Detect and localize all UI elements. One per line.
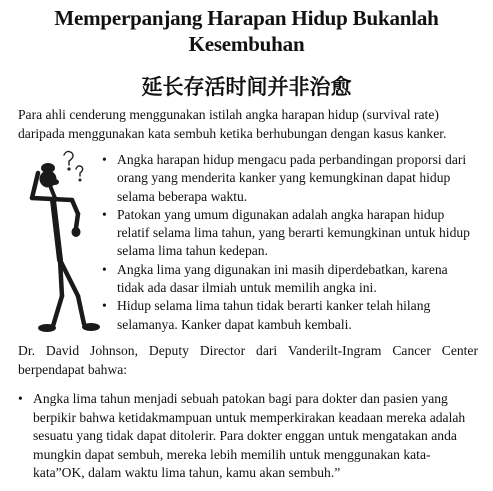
list-item-text: Hidup selama lima tahun tidak berarti kanker telah hilang selamanya. Kanker dapat kambuh kembali. xyxy=(117,298,431,332)
list-item-text: Patokan yang umum digunakan adalah angka harapan hidup relatif selama lima tahun, yang berarti kemungkinan untuk hidup selama lima tahun kedepan. xyxy=(117,206,470,259)
thinking-stick-figure-icon xyxy=(26,146,110,336)
bullet-marker: • xyxy=(18,391,23,406)
list-item xyxy=(102,151,478,206)
list-item-text: Angka harapan hidup mengacu pada perbandingan proporsi dari orang yang menderita kanker yang kemungkinan dapat hidup selama beberapa waktu. xyxy=(117,152,467,204)
survival-rate-bullet-list xyxy=(102,151,478,334)
page-title: Memperpanjang Harapan Hidup Bukanlah Kesembuhan xyxy=(54,6,439,56)
johnson-quote-list xyxy=(18,390,480,483)
chinese-title: 延长存活时间并非治愈 xyxy=(141,75,352,99)
bullet-marker: • xyxy=(102,206,107,222)
list-item xyxy=(102,206,478,261)
johnson-attribution: Dr. David Johnson, Deputy Director dari Vanderilt-Ingram Cancer Center berpendapat bahwa: xyxy=(18,343,478,377)
list-item-text: Angka lima yang digunakan ini masih diperdebatkan, karena tidak ada dasar ilmiah untuk memilih angka ini. xyxy=(117,261,448,296)
list-item xyxy=(102,261,478,298)
intro-paragraph: Para ahli cenderung menggunakan istilah angka harapan hidup (survival rate) daripada menggunakan kata sembuh ketika berhubungan dengan kasus kanker. xyxy=(18,107,447,141)
quote-text: Angka lima tahun menjadi sebuah patokan bagi para dokter dan pasien yang berpikir bahwa ketidakmampuan untuk memperkirakan keadaan mereka adalah sesuatu yang tidak dapat ditolerir. Para dokter enggan untuk mengatakan anda mungkin dapat sembuh, mereka lebih memilih untuk menggunakan kata-kata”OK, dalam waktu lima tahun, kamu akan sembuh.” xyxy=(33,391,466,480)
bullet-marker: • xyxy=(102,152,107,167)
bullet-marker: • xyxy=(102,298,107,314)
bullet-marker: • xyxy=(102,261,107,277)
list-item xyxy=(18,390,480,483)
list-item xyxy=(102,297,478,334)
